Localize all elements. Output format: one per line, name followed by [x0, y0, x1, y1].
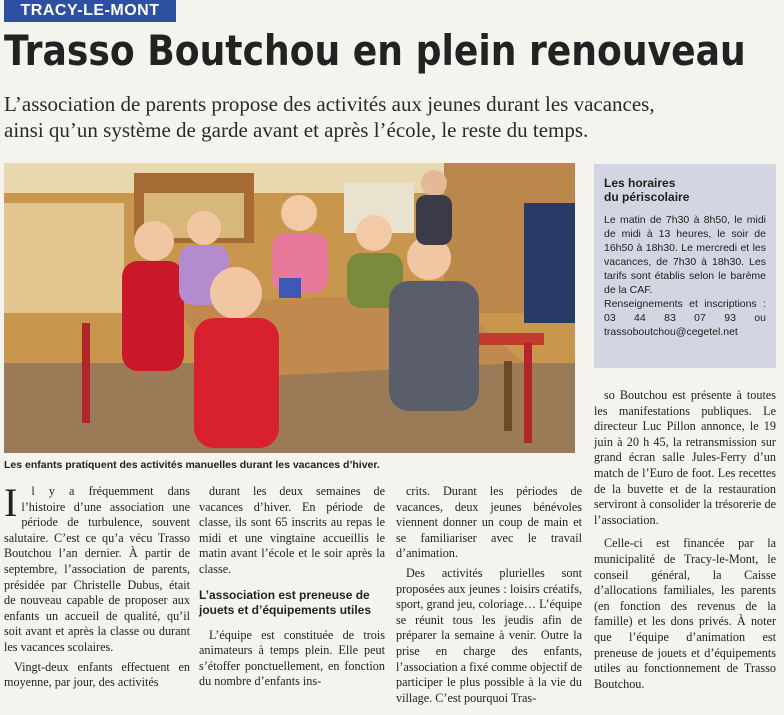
- column-2-paragraph-2: L’équipe est constituée de trois animateurs à temps plein. Elle peut s’étoffer ponctuellement, en fonction du nombre d’enfants ins-: [199, 627, 385, 689]
- article-column-3: [396, 484, 582, 706]
- sidebar-hours: Le matin de 7h30 à 8h50, le midi de midi à 13 heures, le soir de 16h50 à 18h30. Le mercredi et les vacances, de 7h30 à 18h30. Les tarifs sont établis selon le barème de la CAF.: [604, 214, 766, 296]
- deck-line-1: L’association de parents propose des activités aux jeunes durant les vacances,: [4, 92, 655, 116]
- sidebar-title-line-1: Les horaires: [604, 176, 676, 190]
- article-column-2: [199, 484, 385, 690]
- column-2-paragraph-1: durant les deux semaines de vacances d’hiver. En période de classe, ils sont 65 inscrits au repas le midi et une vingtaine accueillis le matin avant l’école et le soir après la classe.: [199, 484, 385, 576]
- photo-caption: Les enfants pratiquent des activités manuelles durant les vacances d’hiver.: [4, 459, 380, 471]
- sidebar-title-line-2: du périscolaire: [604, 190, 690, 204]
- column-1-paragraph-2: Vingt-deux enfants effectuent en moyenne, par jour, des activités: [4, 659, 190, 690]
- column-1-paragraph-1-text: l y a fréquemment dans l’histoire d’une association une période de turbulence, souvent salutaire. C’est ce qu’a vécu Trasso Boutchou l’an dernier. À partir de septembre, l’association de parents, présidée par Christelle Dubus, était de nouveau capable de proposer aux enfants un accueil de qualité, qu’il soit avant et après la classe ou durant les vacances scolaires.: [4, 484, 190, 654]
- classroom-photo-illustration: [4, 163, 575, 453]
- article-headline: Trasso Boutchou en plein renouveau: [4, 26, 746, 75]
- column-1-paragraph-1: [4, 480, 190, 656]
- article-column-4: [594, 388, 776, 692]
- section-kicker: TRACY-LE-MONT: [4, 0, 176, 22]
- deck-line-2: ainsi qu’un système de garde avant et après l’école, le reste du temps.: [4, 118, 589, 142]
- drop-cap: I: [4, 480, 18, 525]
- article-subhead: L’association est preneuse de jouets et d’équipements utiles: [199, 587, 372, 617]
- sidebar-title: [604, 176, 766, 204]
- hours-sidebar: [594, 164, 776, 368]
- sidebar-contact: Renseignements et inscriptions : 03 44 83 07 93 ou trassoboutchou@cegetel.net: [604, 298, 766, 338]
- column-3-paragraph-1: crits. Durant les périodes de vacances, deux jeunes bénévoles viennent donner un coup de main et se familiariser avec le travail d’animation.: [396, 484, 582, 561]
- article-photo: [4, 163, 575, 453]
- article-column-1: [4, 480, 190, 691]
- column-4-paragraph-2: Celle-ci est financée par la municipalité de Tracy-le-Mont, le conseil général, la Caisse d’allocations familiales, les parents (en fonction des revenus de la famille) et les dons privés. À noter que l’équipe d’animation est preneuse de jouets et d’équipements utiles au fonctionnement de Trasso Boutchou.: [594, 536, 776, 691]
- article-deck: [4, 91, 780, 143]
- column-3-paragraph-2: Des activités plurielles sont proposées aux jeunes : loisirs créatifs, sport, grand jeu, coloriage… L’équipe se réunit tous les jeudis afin de préparer la semaine à venir. Outre la prise en charge des enfants, l’association a fixé comme objectif de participer le plus possible à la vie du village. C’est pourquoi Tras-: [396, 565, 582, 705]
- column-4-paragraph-1: so Boutchou est présente à toutes les manifestations publiques. Le directeur Luc Pillon annonce, le 19 juin à 20 h 45, la retransmission sur grand écran salle Jules-Ferry d’un match de l’Euro de foot. Les recettes de la buvette et de la restauration serviront à consolider la trésorerie de l’association.: [594, 388, 776, 527]
